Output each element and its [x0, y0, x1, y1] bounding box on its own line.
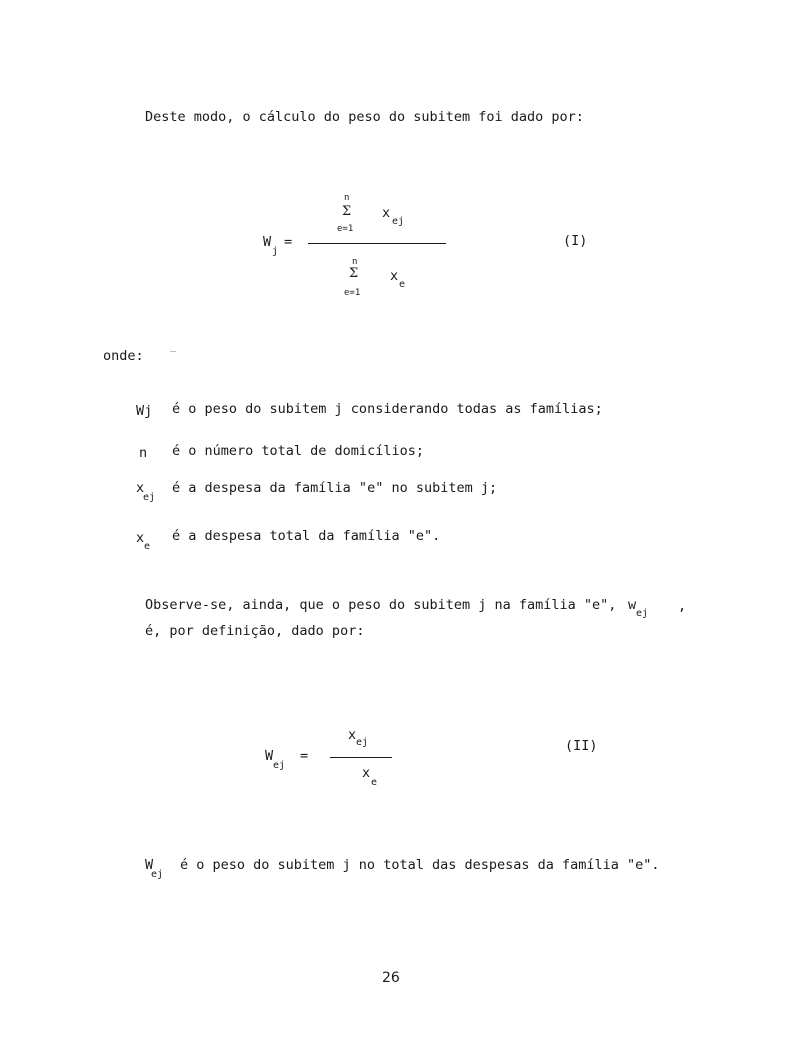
denominator-x: x [390, 268, 399, 284]
f2-fraction-bar [330, 757, 392, 758]
denominator-sigma: Σ [349, 266, 359, 281]
definition-sub-xe: e [144, 541, 151, 552]
definition-symbol-wj: Wj [136, 403, 153, 419]
f2-denominator-x: x [362, 765, 371, 781]
denominator-sum-upper: n [352, 257, 358, 267]
observe-line-1: Observe-se, ainda, que o peso do subitem j na família "e", [145, 597, 617, 613]
final-symbol-sub: ej [151, 869, 164, 880]
denominator-x-subscript: e [399, 279, 406, 290]
numerator-x: x [382, 205, 391, 221]
numerator-sum-lower: e=1 [337, 224, 354, 234]
final-text: é o peso do subitem j no total das despesas da família "e". [180, 857, 660, 873]
definition-symbol-xe: x [136, 530, 145, 546]
onde-dash: — [170, 346, 177, 357]
final-symbol-w: W [145, 857, 154, 873]
definition-text-wj: é o peso do subitem j considerando todas as famílias; [172, 401, 603, 417]
fraction-bar [308, 243, 446, 244]
numerator-sigma: Σ [342, 204, 352, 219]
lhs-w: W [263, 234, 272, 250]
observe-w: w [628, 597, 637, 613]
denominator-sum-lower: e=1 [344, 288, 361, 298]
equation-label-2: (II) [565, 738, 598, 754]
onde-label: onde: [103, 348, 144, 364]
definition-sub-xej: ej [143, 492, 156, 503]
page-number: 26 [382, 970, 400, 986]
observe-line-2: é, por definição, dado por: [145, 623, 365, 639]
observe-w-subscript: ej [636, 608, 649, 619]
f2-denominator-sub: e [371, 777, 378, 788]
lhs-w-subscript: j [272, 246, 279, 257]
intro-text: Deste modo, o cálculo do peso do subitem foi dado por: [145, 109, 584, 125]
definition-symbol-xej: x [136, 480, 145, 496]
equals-sign: = [284, 234, 293, 250]
f2-equals-sign: = [300, 748, 309, 764]
numerator-x-subscript: ej [392, 216, 405, 227]
definition-text-n: é o número total de domicílios; [172, 443, 424, 459]
definition-text-xej: é a despesa da família "e" no subitem j; [172, 480, 498, 496]
numerator-sum-upper: n [344, 193, 350, 203]
definition-text-xe: é a despesa total da família "e". [172, 528, 441, 544]
f2-numerator-x: x [348, 727, 357, 743]
f2-lhs-sub: ej [273, 760, 286, 771]
definition-symbol-n: n [139, 445, 148, 461]
f2-lhs-w: W [265, 748, 274, 764]
equation-label-1: (I) [563, 233, 588, 249]
observe-comma: , [678, 598, 687, 614]
f2-numerator-sub: ej [356, 737, 369, 748]
